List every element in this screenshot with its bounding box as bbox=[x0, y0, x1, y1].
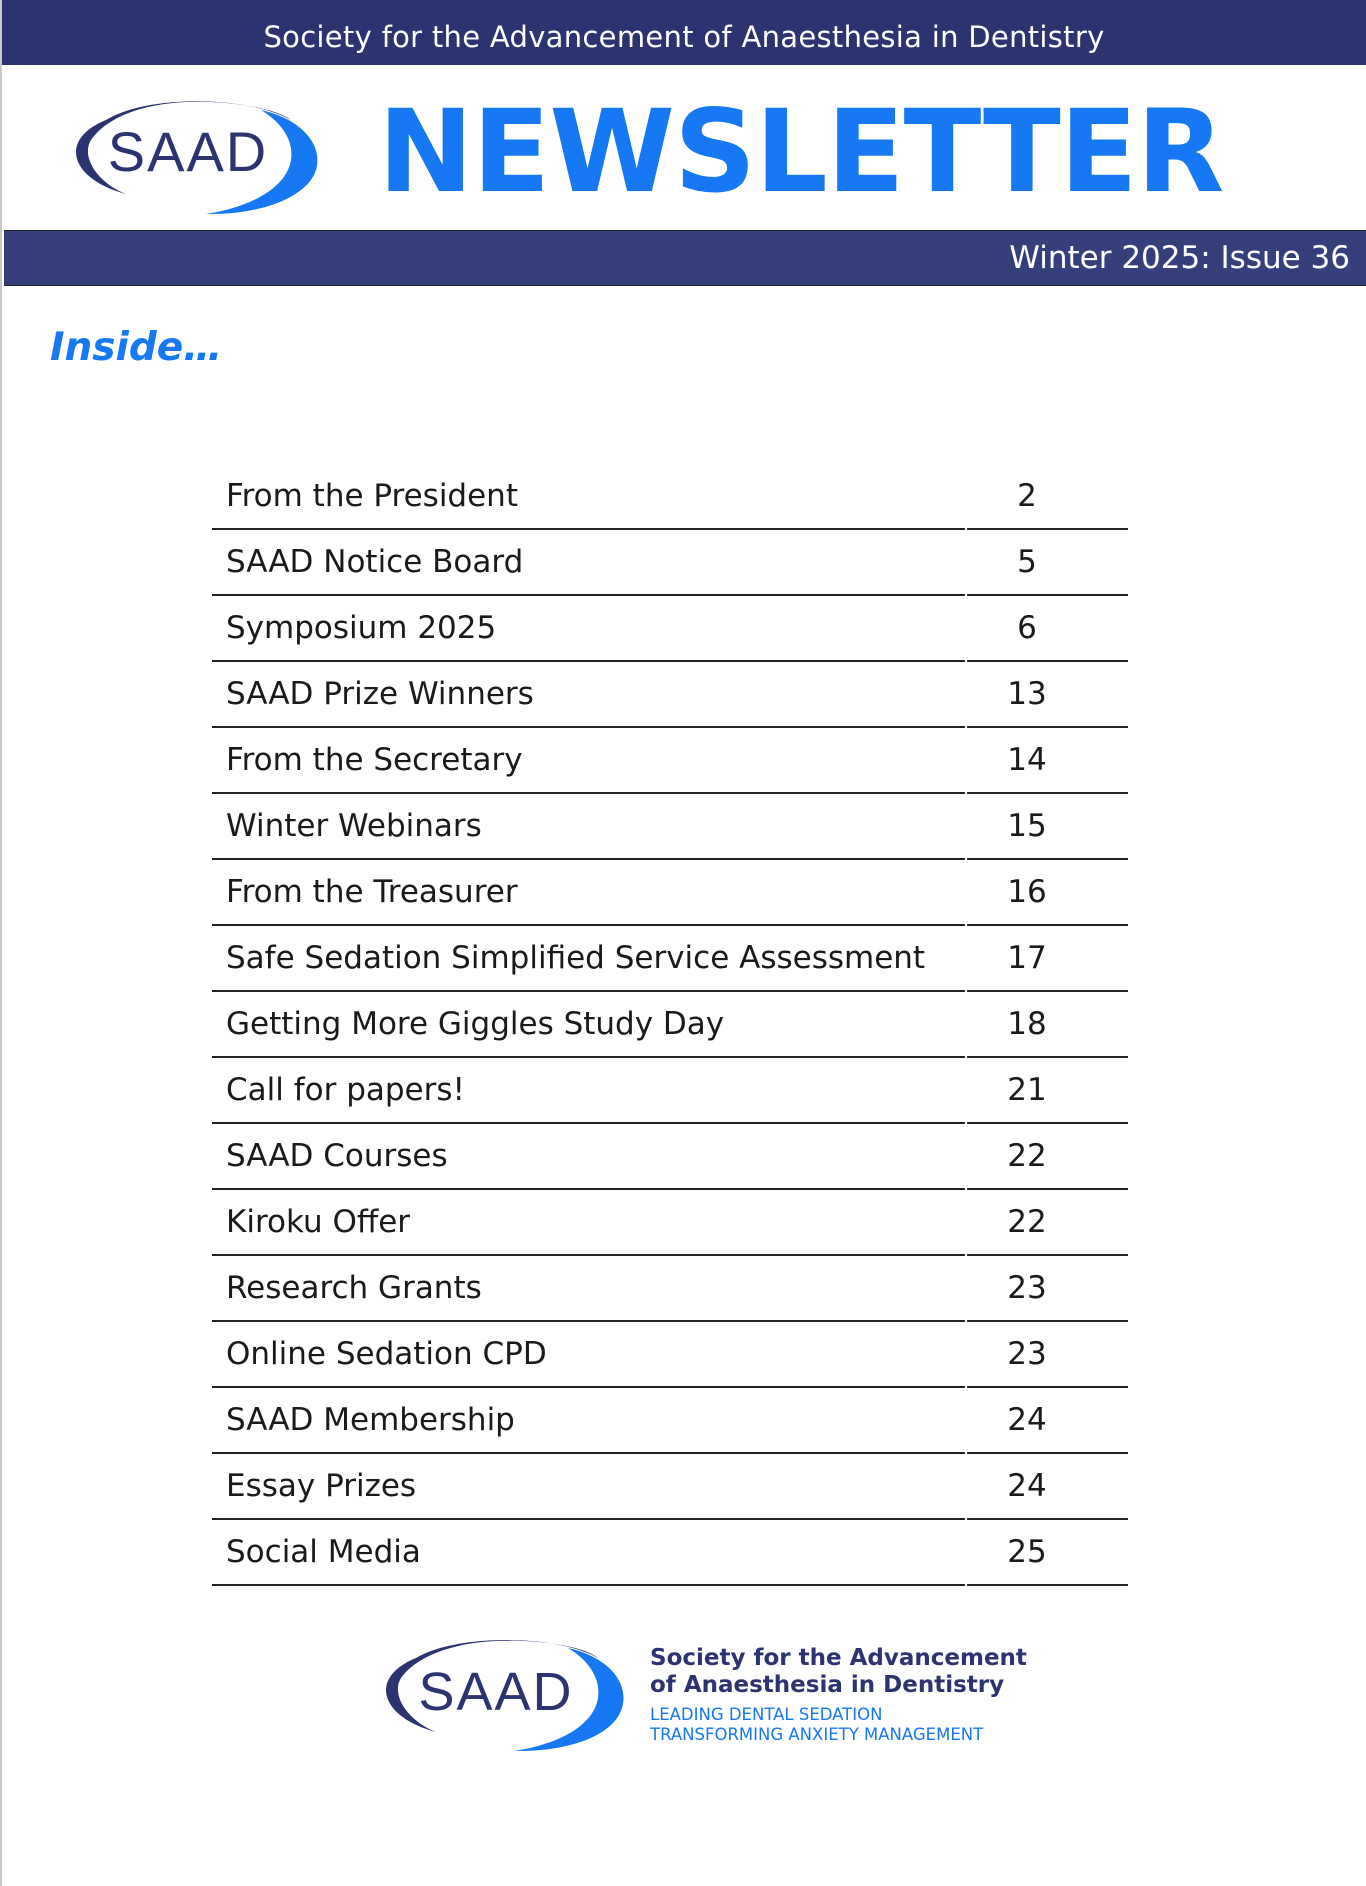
org-banner-text: Society for the Advancement of Anaesthesia in Dentistry bbox=[263, 19, 1105, 54]
contents-row-title: Online Sedation CPD bbox=[226, 1336, 547, 1372]
contents-row[interactable] bbox=[212, 596, 1128, 662]
contents-row[interactable] bbox=[212, 992, 1128, 1058]
contents-row[interactable] bbox=[212, 794, 1128, 860]
contents-row-page: 14 bbox=[1007, 742, 1047, 778]
footer-org-block bbox=[650, 1645, 1050, 1745]
contents-row[interactable] bbox=[212, 1454, 1128, 1520]
contents-row-gap bbox=[965, 1122, 967, 1124]
contents-row[interactable] bbox=[212, 1058, 1128, 1124]
saad-logo-text: SAAD bbox=[107, 120, 269, 183]
page-edge-rule bbox=[0, 0, 2, 1886]
contents-row[interactable] bbox=[212, 1520, 1128, 1586]
contents-row-page: 17 bbox=[1007, 940, 1047, 976]
saad-logo-swoosh-icon bbox=[46, 90, 326, 218]
contents-row-gap bbox=[965, 1188, 967, 1190]
contents-row-title: From the Treasurer bbox=[226, 874, 518, 910]
org-banner bbox=[2, 0, 1366, 65]
contents-row-gap bbox=[965, 528, 967, 530]
contents-row[interactable] bbox=[212, 1256, 1128, 1322]
contents-row-gap bbox=[965, 1584, 967, 1586]
contents-row[interactable] bbox=[212, 860, 1128, 926]
contents-row[interactable] bbox=[212, 1124, 1128, 1190]
contents-row-gap bbox=[965, 1254, 967, 1256]
contents-row-page: 2 bbox=[1017, 478, 1037, 514]
newsletter-title: NEWSLETTER bbox=[378, 85, 1224, 218]
contents-row-gap bbox=[965, 792, 967, 794]
contents-row-title: Kiroku Offer bbox=[226, 1204, 411, 1240]
contents-row-gap bbox=[965, 594, 967, 596]
footer-tagline-2: TRANSFORMING ANXIETY MANAGEMENT bbox=[650, 1725, 984, 1744]
contents-row[interactable] bbox=[212, 662, 1128, 728]
contents-row-page: 6 bbox=[1017, 610, 1037, 646]
contents-row-page: 24 bbox=[1007, 1402, 1047, 1438]
contents-row-gap bbox=[965, 1452, 967, 1454]
footer-saad-swoosh-icon bbox=[356, 1630, 632, 1755]
contents-row-gap bbox=[965, 726, 967, 728]
contents-row-page: 24 bbox=[1007, 1468, 1047, 1504]
footer-org-line1: Society for the Advancement bbox=[650, 1645, 1027, 1671]
contents-row-page: 22 bbox=[1007, 1204, 1047, 1240]
contents-row[interactable] bbox=[212, 728, 1128, 794]
contents-row-gap bbox=[965, 1386, 967, 1388]
contents-row-gap bbox=[965, 1320, 967, 1322]
contents-row-title: SAAD Prize Winners bbox=[226, 676, 534, 712]
issue-bar bbox=[4, 230, 1366, 286]
footer-logo-text: SAAD bbox=[418, 1662, 574, 1722]
footer-saad-logo bbox=[356, 1630, 632, 1755]
contents-row-page: 22 bbox=[1007, 1138, 1047, 1174]
contents-row-page: 23 bbox=[1007, 1336, 1047, 1372]
contents-row[interactable] bbox=[212, 926, 1128, 992]
contents-row-title: Research Grants bbox=[226, 1270, 482, 1306]
contents-row[interactable] bbox=[212, 1322, 1128, 1388]
contents-row-title: SAAD Notice Board bbox=[226, 544, 524, 580]
contents-row-title: SAAD Membership bbox=[226, 1402, 515, 1438]
contents-row[interactable] bbox=[212, 1388, 1128, 1454]
contents-row-title: Essay Prizes bbox=[226, 1468, 417, 1504]
contents-row-gap bbox=[965, 1056, 967, 1058]
contents-row-page: 21 bbox=[1007, 1072, 1047, 1108]
contents-row-title: From the Secretary bbox=[226, 742, 523, 778]
contents-row-title: Symposium 2025 bbox=[226, 610, 497, 646]
contents-row-page: 18 bbox=[1007, 1006, 1047, 1042]
contents-row-gap bbox=[965, 990, 967, 992]
saad-logo bbox=[46, 90, 326, 218]
inside-heading: Inside… bbox=[50, 325, 223, 370]
contents-row[interactable] bbox=[212, 530, 1128, 596]
contents-table bbox=[212, 464, 1128, 1586]
contents-row-title: Social Media bbox=[226, 1534, 421, 1570]
contents-row-gap bbox=[965, 660, 967, 662]
contents-row[interactable] bbox=[212, 1190, 1128, 1256]
contents-row-gap bbox=[965, 924, 967, 926]
contents-row-title: Safe Sedation Simplified Service Assessment bbox=[226, 940, 926, 976]
contents-row-page: 13 bbox=[1007, 676, 1047, 712]
contents-row-title: Winter Webinars bbox=[226, 808, 482, 844]
contents-row-title: From the President bbox=[226, 478, 518, 514]
footer-org-line2: of Anaesthesia in Dentistry bbox=[650, 1672, 1005, 1698]
contents-row-page: 25 bbox=[1007, 1534, 1047, 1570]
contents-row-page: 5 bbox=[1017, 544, 1037, 580]
contents-row-title: SAAD Courses bbox=[226, 1138, 448, 1174]
issue-label: Winter 2025: Issue 36 bbox=[1009, 240, 1350, 276]
contents-row-title: Getting More Giggles Study Day bbox=[226, 1006, 725, 1042]
footer-tagline-1: LEADING DENTAL SEDATION bbox=[650, 1705, 883, 1724]
contents-row-page: 16 bbox=[1007, 874, 1047, 910]
contents-row[interactable] bbox=[212, 464, 1128, 530]
contents-row-title: Call for papers! bbox=[226, 1072, 465, 1108]
contents-row-page: 23 bbox=[1007, 1270, 1047, 1306]
contents-row-gap bbox=[965, 1518, 967, 1520]
contents-row-page: 15 bbox=[1007, 808, 1047, 844]
contents-row-gap bbox=[965, 858, 967, 860]
